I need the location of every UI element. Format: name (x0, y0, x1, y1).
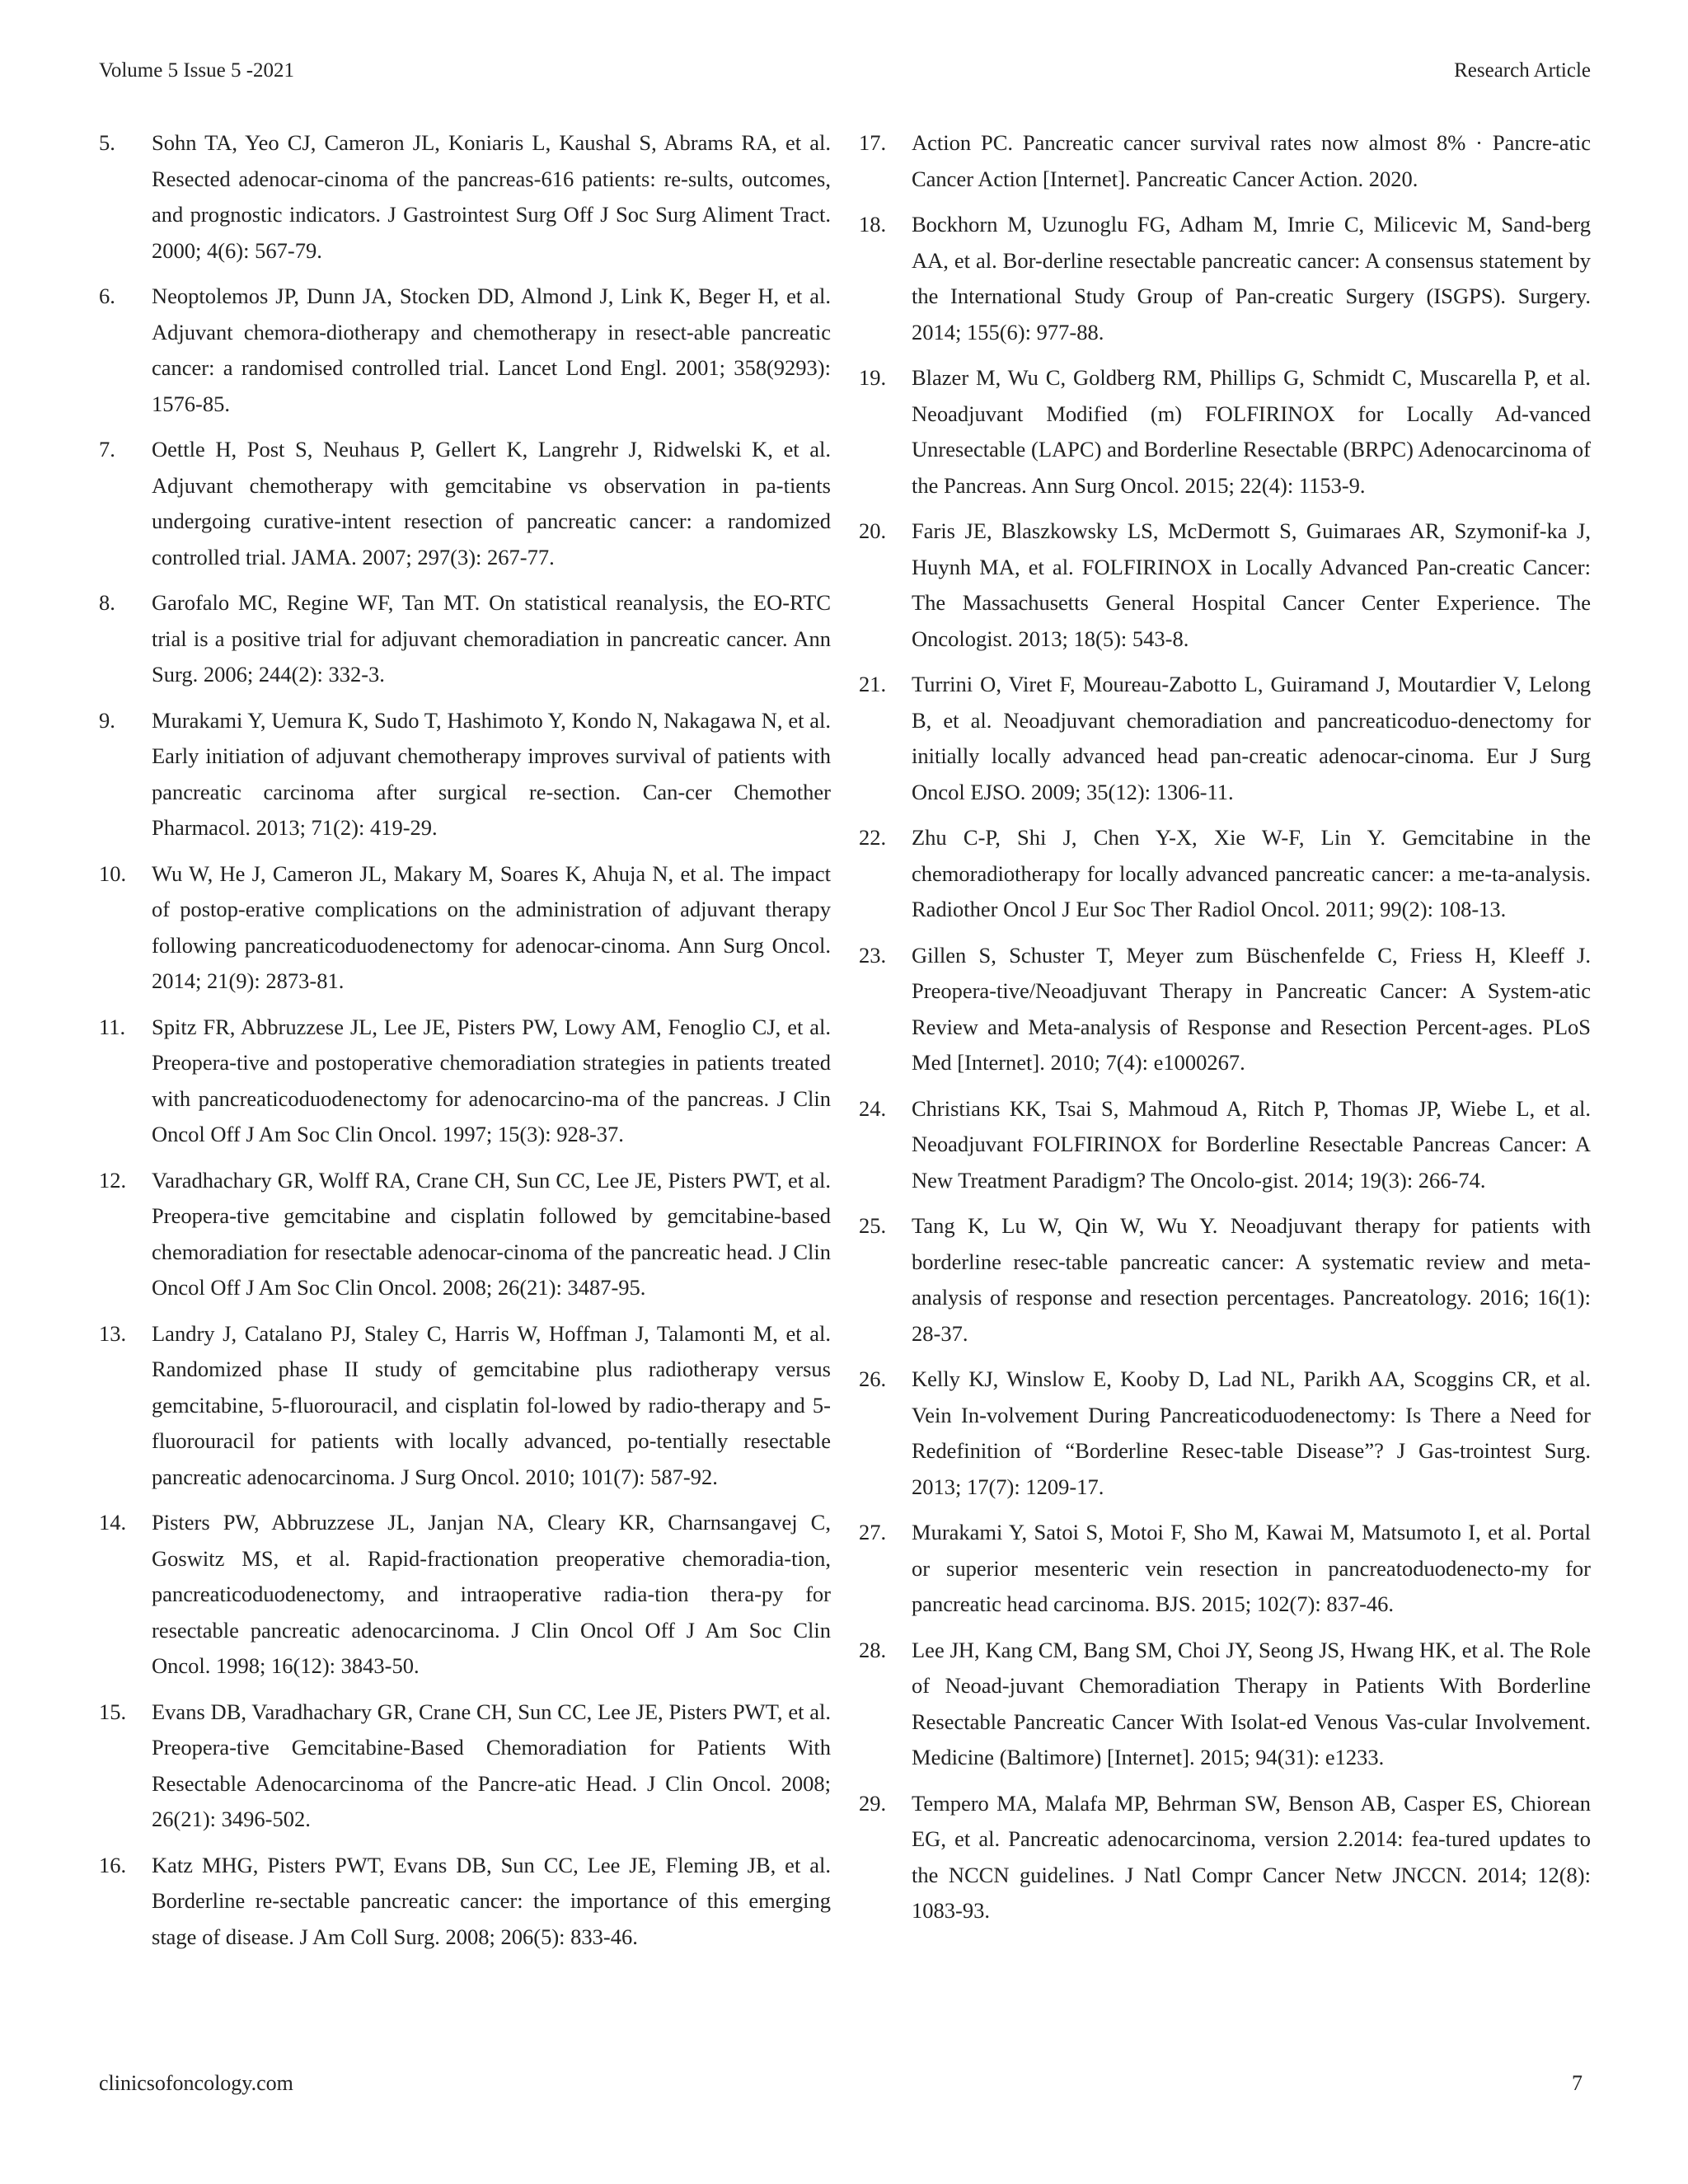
reference-item (99, 1010, 831, 1153)
reference-item (99, 279, 831, 422)
reference-number: 26. (859, 1366, 887, 1391)
reference-text: Varadhachary GR, Wolff RA, Crane CH, Sun CC, Lee JE, Pisters PWT, et al. Preopera-tive gemcitabine and cisplatin followed by gemcitabine-based chemoradiation for resectable adenocar-cinoma of the pancreatic head. J Clin Oncol Off J Am Soc Clin Oncol. 2008; 26(21): 3487-95. (152, 1167, 831, 1300)
page-header (99, 56, 1591, 86)
reference-text: Lee JH, Kang CM, Bang SM, Choi JY, Seong JS, Hwang HK, et al. The Role of Neoad-juvant Chemoradiation Therapy in Patients With Borderline Resectable Pancreatic Cancer With Isolat-ed Venous Vas-cular Involvement. Medicine (Baltimore) [Internet]. 2015; 94(31): e1233. (912, 1637, 1591, 1769)
reference-text: Zhu C-P, Shi J, Chen Y-X, Xie W-F, Lin Y. Gemcitabine in the chemoradiotherapy for locally advanced pancreatic cancer: a me-ta-analysis. Radiother Oncol J Eur Soc Ther Radiol Oncol. 2011; 99(2): 108-13. (912, 825, 1591, 921)
reference-number: 19. (859, 365, 887, 390)
reference-item (99, 1694, 831, 1838)
reference-number: 29. (859, 1790, 887, 1816)
reference-text: Spitz FR, Abbruzzese JL, Lee JE, Pisters PW, Lowy AM, Fenoglio CJ, et al. Preopera-tive and postoperative chemoradiation strategies in patients treated with pancreaticoduodenectomy for adenocarcino-ma of the pancreas. J Clin Oncol Off J Am Soc Clin Oncol. 1997; 15(3): 928-37. (152, 1014, 831, 1146)
reference-item (859, 125, 1591, 197)
reference-item (859, 820, 1591, 928)
page-footer (99, 2069, 1591, 2098)
reference-number: 5. (99, 130, 115, 155)
reference-number: 18. (859, 212, 887, 237)
reference-item (859, 938, 1591, 1081)
reference-item (859, 1208, 1591, 1352)
reference-number: 23. (859, 942, 887, 968)
reference-number: 24. (859, 1095, 887, 1121)
reference-item (99, 125, 831, 269)
reference-number: 11. (99, 1014, 126, 1039)
reference-text: Oettle H, Post S, Neuhaus P, Gellert K, Langrehr J, Ridwelski K, et al. Adjuvant chemotherapy with gemcitabine vs observation in pa-tients undergoing curative-intent resection of pancreatic cancer: a randomized controlled trial. JAMA. 2007; 297(3): 267-77. (152, 437, 831, 569)
reference-number: 16. (99, 1852, 127, 1877)
page-number: 7 (1572, 2071, 1582, 2095)
reference-text: Christians KK, Tsai S, Mahmoud A, Ritch P, Thomas JP, Wiebe L, et al. Neoadjuvant FOLFIRINOX for Borderline Resectable Pancreas Cancer: A New Treatment Paradigm? The Oncolo-gist. 2014; 19(3): 266-74. (912, 1095, 1591, 1193)
journal-volume-issue: Volume 5 Issue 5 -2021 (99, 59, 295, 82)
reference-text: Kelly KJ, Winslow E, Kooby D, Lad NL, Parikh AA, Scoggins CR, et al. Vein In-volvement During Pancreaticoduodenectomy: Is There a Need for Redefinition of “Borderline Resec-table Disease”? J Gas-trointest Surg. 2013; 17(7): 1209-17. (912, 1366, 1591, 1499)
reference-number: 15. (99, 1699, 127, 1724)
reference-number: 28. (859, 1637, 887, 1662)
reference-item (859, 1091, 1591, 1199)
reference-number: 12. (99, 1167, 127, 1193)
reference-text: Pisters PW, Abbruzzese JL, Janjan NA, Cleary KR, Charnsangavej C, Goswitz MS, et al. Rapid-fractionation preoperative chemoradia-tion, pancreaticoduodenectomy, and intraoperative radia-tion thera-py for resectable pancreatic adenocarcinoma. J Clin Oncol Off J Am Soc Clin Oncol. 1998; 16(12): 3843-50. (152, 1510, 831, 1678)
reference-item (859, 513, 1591, 657)
reference-text: Blazer M, Wu C, Goldberg RM, Phillips G, Schmidt C, Muscarella P, et al. Neoadjuvant Modified (m) FOLFIRINOX for Locally Ad-vanced Unresectable (LAPC) and Borderline Resectable (BRPC) Adenocarcinoma of the Pancreas. Ann Surg Oncol. 2015; 22(4): 1153-9. (912, 365, 1591, 498)
reference-text: Bockhorn M, Uzunoglu FG, Adham M, Imrie C, Milicevic M, Sand-berg AA, et al. Bor-derline resectable pancreatic cancer: A consensus statement by the International Study Group of Pan-creatic Surgery (ISGPS). Surgery. 2014; 155(6): 977-88. (912, 212, 1591, 344)
reference-text: Garofalo MC, Regine WF, Tan MT. On statistical reanalysis, the EO-RTC trial is a positive trial for adjuvant chemoradiation in pancreatic cancer. Ann Surg. 2006; 244(2): 332-3. (152, 590, 831, 687)
reference-column-left (99, 125, 831, 1965)
reference-text: Murakami Y, Uemura K, Sudo T, Hashimoto Y, Kondo N, Nakagawa N, et al. Early initiation of adjuvant chemotherapy improves survival of patients with pancreatic carcinoma after surgical re-section. Can-cer Chemother Pharmacol. 2013; 71(2): 419-29. (152, 707, 831, 840)
reference-text: Neoptolemos JP, Dunn JA, Stocken DD, Almond J, Link K, Beger H, et al. Adjuvant chemora-diotherapy and chemotherapy in resect-able pancreatic cancer: a randomised controlled trial. Lancet Lond Engl. 2001; 358(9293): 1576-85. (152, 284, 831, 416)
reference-number: 13. (99, 1320, 127, 1346)
article-type: Research Article (1454, 59, 1591, 82)
reference-number: 27. (859, 1520, 887, 1544)
reference-text: Evans DB, Varadhachary GR, Crane CH, Sun CC, Lee JE, Pisters PWT, et al. Preopera-tive Gemcitabine-Based Chemoradiation for Patients With Resectable Adenocarcinoma of the Pancre-atic Head. J Clin Oncol. 2008; 26(21): 3496-502. (152, 1699, 831, 1831)
reference-number: 20. (859, 518, 887, 543)
journal-website: clinicsofoncology.com (99, 2071, 293, 2095)
reference-number: 17. (859, 130, 887, 155)
reference-item (859, 1361, 1591, 1505)
reference-item (99, 1316, 831, 1496)
reference-item (859, 207, 1591, 350)
reference-text: Sohn TA, Yeo CJ, Cameron JL, Koniaris L, Kaushal S, Abrams RA, et al. Resected adenocar-cinoma of the pancreas-616 patients: re-sults, outcomes, and prognostic indicators. J Gastrointest Surg Off J Soc Surg Aliment Tract. 2000; 4(6): 567-79. (152, 130, 831, 263)
reference-text: Turrini O, Viret F, Moureau-Zabotto L, Guiramand J, Moutardier V, Lelong B, et al. Neoadjuvant chemoradiation and pancreaticoduo-denectomy for initially locally advanced head pan-creatic adenocar-cinoma. Eur J Surg Oncol EJSO. 2009; 35(12): 1306-11. (912, 672, 1591, 804)
reference-item (859, 667, 1591, 810)
reference-item (859, 1633, 1591, 1776)
reference-number: 14. (99, 1510, 127, 1535)
reference-number: 21. (859, 672, 887, 696)
reference-text: Landry J, Catalano PJ, Staley C, Harris W, Hoffman J, Talamonti M, et al. Randomized phase II study of gemcitabine plus radiotherapy versus gemcitabine, 5-fluorouracil, and cisplatin fol-lowed by radio-therapy and 5-fluorouracil for patients with locally advanced, po-tentially resectable pancreatic adenocarcinoma. J Surg Oncol. 2010; 101(7): 587-92. (152, 1320, 831, 1489)
reference-item (99, 585, 831, 693)
reference-item (859, 1786, 1591, 1929)
reference-item (859, 360, 1591, 504)
reference-number: 25. (859, 1213, 887, 1238)
reference-text: Action PC. Pancreatic cancer survival rates now almost 8% · Pancre-atic Cancer Action [Internet]. Pancreatic Cancer Action. 2020. (912, 130, 1591, 191)
reference-text: Katz MHG, Pisters PWT, Evans DB, Sun CC, Lee JE, Fleming JB, et al. Borderline re-sectable pancreatic cancer: the importance of this emerging stage of disease. J Am Coll Surg. 2008; 206(5): 833-46. (152, 1852, 831, 1949)
reference-text: Faris JE, Blaszkowsky LS, McDermott S, Guimaraes AR, Szymonif-ka J, Huynh MA, et al. FOLFIRINOX in Locally Advanced Pan-creatic Cancer: The Massachusetts General Hospital Cancer Center Experience. The Oncologist. 2013; 18(5): 543-8. (912, 518, 1591, 651)
reference-number: 8. (99, 590, 115, 615)
reference-item (859, 1515, 1591, 1623)
reference-item (99, 856, 831, 1000)
reference-number: 6. (99, 284, 115, 308)
reference-number: 7. (99, 437, 115, 462)
reference-item (99, 1505, 831, 1685)
reference-text: Wu W, He J, Cameron JL, Makary M, Soares K, Ahuja N, et al. The impact of postop-erative complications on the administration of adjuvant therapy following pancreaticoduodenectomy for adenocar-cinoma. Ann Surg Oncol. 2014; 21(9): 2873-81. (152, 860, 831, 993)
reference-item (99, 432, 831, 575)
reference-item (99, 1848, 831, 1956)
reference-text: Gillen S, Schuster T, Meyer zum Büschenfelde C, Friess H, Kleeff J. Preopera-tive/Neoadjuvant Therapy in Pancreatic Cancer: A System-atic Review and Meta-analysis of Response and Resection Percent-ages. PLoS Med [Internet]. 2010; 7(4): e1000267. (912, 942, 1591, 1075)
reference-number: 10. (99, 860, 127, 886)
reference-item (99, 1163, 831, 1306)
reference-text: Tempero MA, Malafa MP, Behrman SW, Benson AB, Casper ES, Chiorean EG, et al. Pancreatic adenocarcinoma, version 2.2014: fea-tured updates to the NCCN guidelines. J Natl Compr Cancer Netw JNCCN. 2014; 12(8): 1083-93. (912, 1790, 1591, 1923)
reference-number: 9. (99, 707, 115, 733)
reference-item (99, 703, 831, 846)
reference-number: 22. (859, 825, 887, 850)
reference-text: Murakami Y, Satoi S, Motoi F, Sho M, Kawai M, Matsumoto I, et al. Portal or superior mesenteric vein resection in pancreatoduodenecto-my for pancreatic head carcinoma. BJS. 2015; 102(7): 837-46. (912, 1520, 1591, 1616)
reference-column-right (859, 125, 1591, 1939)
reference-text: Tang K, Lu W, Qin W, Wu Y. Neoadjuvant therapy for patients with borderline resec-table pancreatic cancer: A systematic review and meta-analysis of response and resection percentages. Pancreatology. 2016; 16(1): 28-37. (912, 1213, 1591, 1346)
